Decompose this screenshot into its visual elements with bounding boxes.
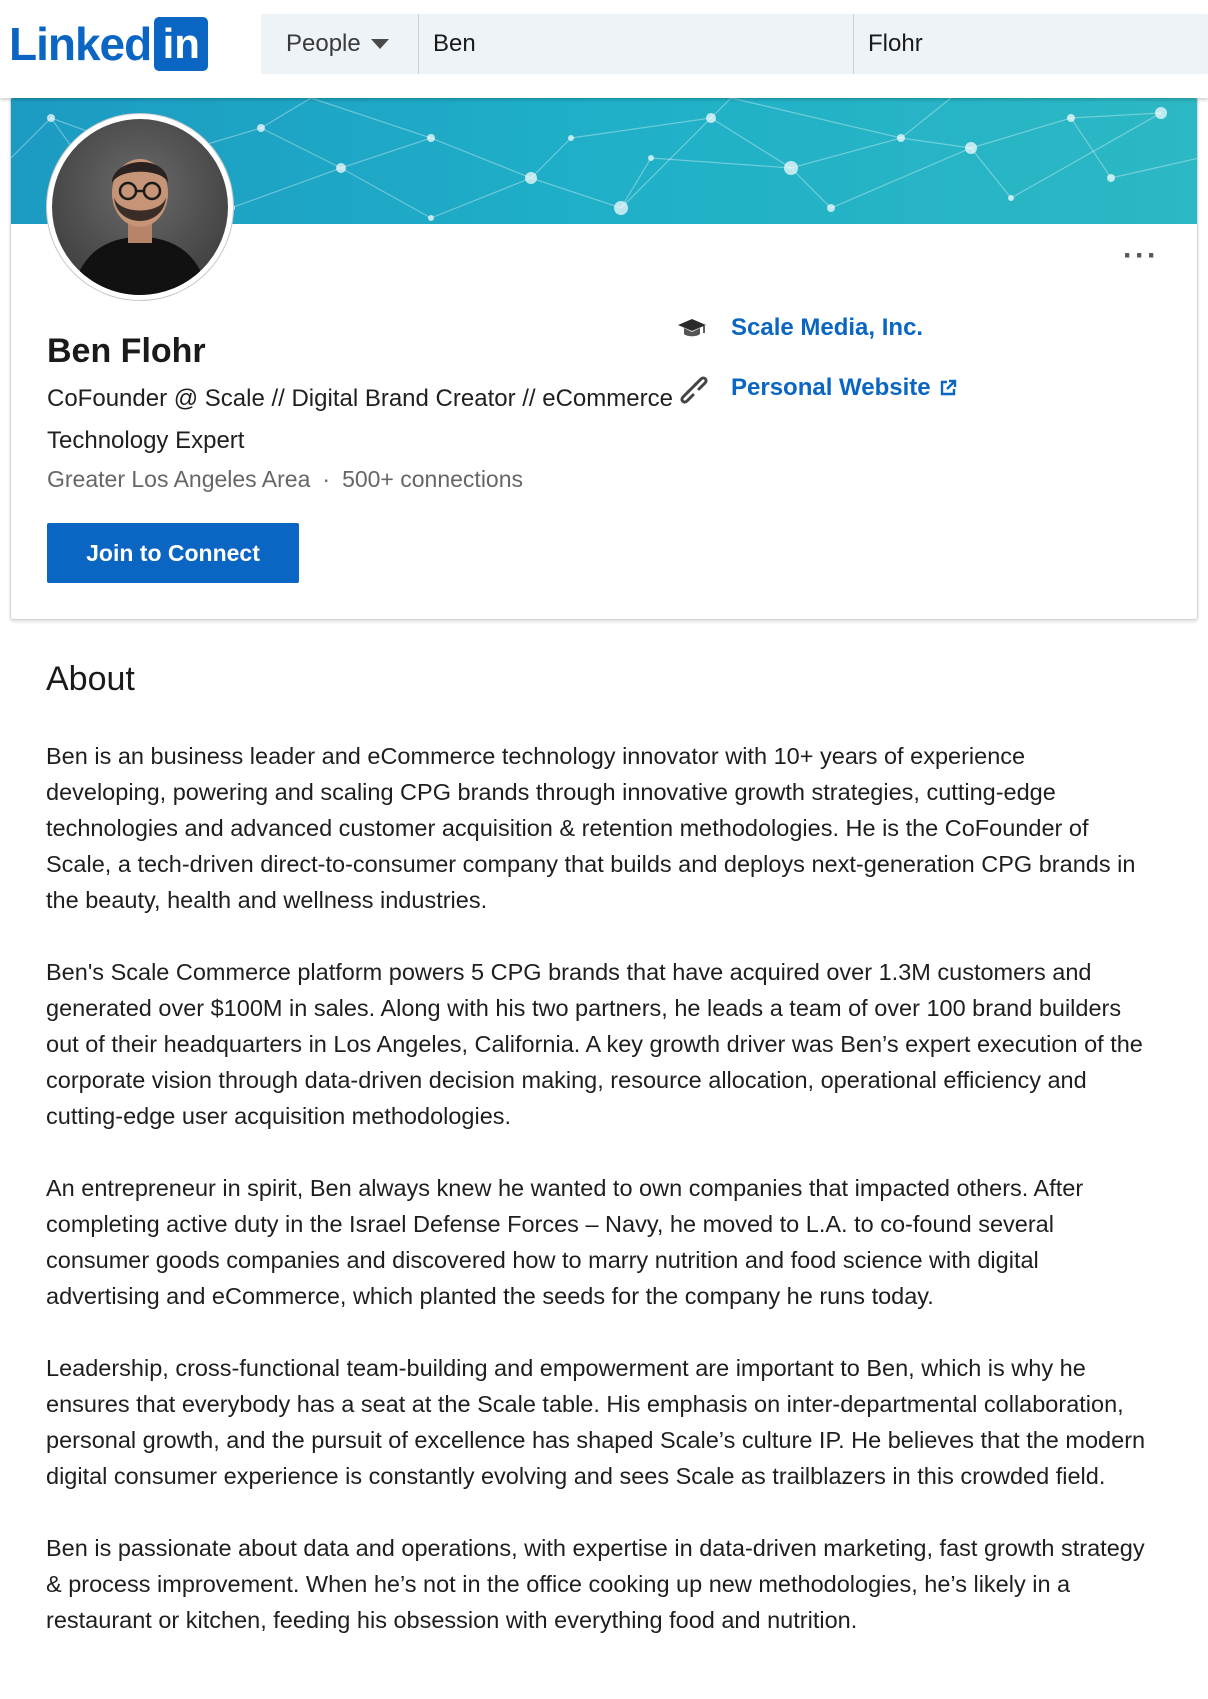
about-paragraph: Ben's Scale Commerce platform powers 5 CPG brands that have acquired over 1.3M customers and generated over $100M in sales. Along with his two partners, he leads a team of over 100 brand builders out of their headquarters in Los Angeles, California. A key growth driver was Ben’s expert execution of the corporate vision through data-driven decision making, resource allocation, operational efficiency and cutting-edge user acquisition methodologies. [46, 959, 1143, 1129]
logo-badge: in [154, 17, 208, 71]
about-paragraph: Ben is an business leader and eCommerce technology innovator with 10+ years of experience developing, powering and scaling CPG brands through innovative growth strategies, cutting-edge technologies and advanced customer acquisition & retention methodologies. He is the CoFounder of Scale, a tech-driven direct-to-consumer company that builds and deploys next-generation CPG brands in the beauty, health and wellness industries. [46, 743, 1136, 913]
company-link[interactable] [675, 311, 923, 345]
join-to-connect-button[interactable]: Join to Connect [47, 523, 299, 583]
first-name-value: Ben [433, 30, 476, 57]
avatar-photo [52, 119, 228, 295]
profile-connections: 500+ connections [342, 466, 524, 492]
link-chain-icon [675, 371, 709, 405]
caret-down-icon [371, 39, 389, 49]
about-paragraph: An entrepreneur in spirit, Ben always knew he wanted to own companies that impacted others. After completing active duty in the Israel Defense Forces – Navy, he moved to L.A. to co-found several consumer goods companies and discovered how to marry nutrition and food science with digital advertising and eCommerce, which planted the seeds for the company he runs today. [46, 1175, 1084, 1309]
about-section [46, 738, 1146, 1674]
personal-website-label[interactable]: Personal Website [731, 374, 931, 401]
profile-card [10, 97, 1198, 620]
last-name-value: Flohr [868, 30, 923, 57]
people-search-bar [261, 14, 1208, 74]
logo-wordmark: Linked [9, 18, 152, 70]
linkedin-logo[interactable] [9, 17, 208, 71]
about-heading: About [46, 660, 135, 698]
more-actions-button[interactable]: ··· [1123, 239, 1159, 272]
profile-avatar[interactable] [47, 114, 233, 300]
profile-location: Greater Los Angeles Area [47, 466, 311, 492]
personal-website-link[interactable] [675, 371, 957, 405]
graduation-cap-icon [675, 311, 709, 345]
about-paragraph: Leadership, cross-functional team-building and empowerment are important to Ben, which is why he ensures that everybody has a seat at the Scale table. His emphasis on inter-departmental collaboration, personal growth, and the pursuit of excellence has shaped Scale’s culture IP. He believes that the modern digital consumer experience is constantly evolving and sees Scale as trailblazers in this crowded field. [46, 1355, 1146, 1489]
profile-meta [47, 466, 523, 493]
search-type-label: People [286, 30, 361, 57]
top-nav [0, 0, 1208, 98]
search-type-dropdown[interactable] [261, 14, 419, 74]
profile-headline: CoFounder @ Scale // Digital Brand Creator // eCommerce Technology Expert [47, 385, 673, 454]
about-paragraph: Ben is passionate about data and operations, with expertise in data-driven marketing, fast growth strategy & process improvement. When he’s not in the office cooking up new methodologies, he’s likely in a restaurant or kitchen, feeding his obsession with everything food and nutrition. [46, 1535, 1145, 1633]
company-name[interactable]: Scale Media, Inc. [731, 314, 924, 341]
external-link-icon [939, 379, 957, 397]
last-name-input[interactable] [854, 14, 1208, 74]
first-name-input[interactable] [419, 14, 854, 74]
meta-separator: · [322, 466, 331, 492]
profile-name: Ben Flohr [47, 332, 206, 370]
